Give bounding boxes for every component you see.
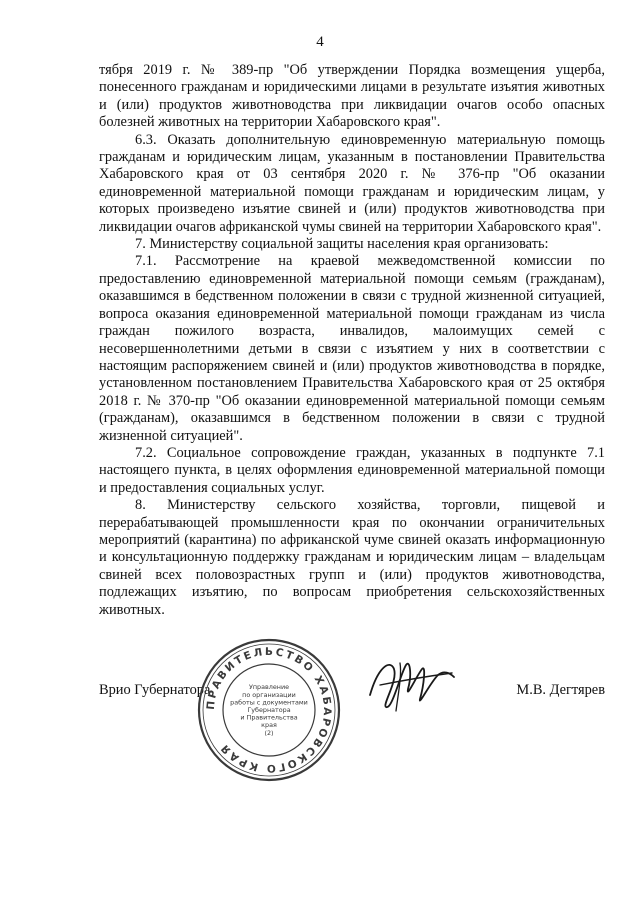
seal-center-line: работы с документами: [230, 698, 308, 707]
seal-center-line: Управление: [248, 683, 290, 692]
seal-center-text: [230, 683, 308, 737]
paragraph: 7. Министерству социальной защиты населения края организовать:: [135, 236, 549, 253]
seal-ring-text: ПРАВИТЕЛЬСТВО ХАБАРОВСКОГО КРАЯ: [204, 645, 334, 775]
seal-center-line: и Правительства: [240, 713, 298, 722]
paragraph: 7.2. Социальное сопровождение граждан, указанных в подпункте 7.1 настоящего пункта, в целях оформления единовременной материальной помощи и предоставления социальных услуг.: [99, 444, 605, 496]
seal-center-line: (2): [264, 728, 274, 737]
paragraph: 8. Министерству сельского хозяйства, торговли, пищевой и перерабатывающей промышленности края по окончании ограничительных мероприятий (карантина) по африканской чуме свиней оказать информационную и консультационную поддержку гражданам и юридическим лицам – владельцам свиней всех половозрастных групп и (или) продуктов животноводства, подлежащих изъятию, по вопросам приобретения сельскохозяйственных животных.: [99, 497, 605, 618]
page-number: 4: [316, 34, 324, 50]
seal-center-line: Губернатора: [247, 706, 291, 714]
seal-center-line: края: [261, 721, 277, 730]
seal-center-line: по организации: [242, 690, 296, 699]
paragraph: 7.1. Рассмотрение на краевой межведомственной комиссии по предоставлению единовременной материальной помощи семьям (гражданам), оказавшимся в бедственном положении в связи с трудной жизненной ситуацией, вопроса оказания единовременной материальной помощи гражданам из числа граждан пожилого возраста, инвалидов, малоимущих семей с несовершеннолетними детьми в связи с изъятием у них в соответствии с настоящим распоряжением свиней и (или) продуктов животноводства в порядке, установленном постановлением Правительства Хабаровского края от 25 октября 2018 г. № 370-пр "Об оказании единовременной материальной помощи семьям (гражданам), оказавшимся в бедственном положении в связи с трудной жизненной ситуацией".: [99, 253, 605, 444]
handwritten-signature: [360, 655, 460, 715]
paragraph: 6.3. Оказать дополнительную единовременную материальную помощь гражданам и юридическим лицам, указанным в постановлении Правительства Хабаровского края от 03 сентября 2020 г. № 376-пр "Об оказании единовременной материальной помощи гражданам и юридическим лицам, у которых произведено изъятие свиней и (или) продуктов животноводства при ликвидации очагов африканской чумы свиней на территории Хабаровского края".: [99, 131, 605, 235]
official-seal: [196, 637, 342, 783]
document-body: [99, 62, 605, 619]
signature-block: [99, 682, 605, 706]
signatory-name: М.В. Дегтярев: [516, 682, 605, 698]
paragraph: тября 2019 г. № 389-пр "Об утверждении Порядка возмещения ущерба, понесенного гражданам и юридическими лицами в результате изъятия животных и (или) продуктов животноводства при ликвидации очагов особо опасных болезней животных на территории Хабаровского края".: [99, 62, 605, 131]
signatory-position: Врио Губернатора: [99, 682, 211, 698]
